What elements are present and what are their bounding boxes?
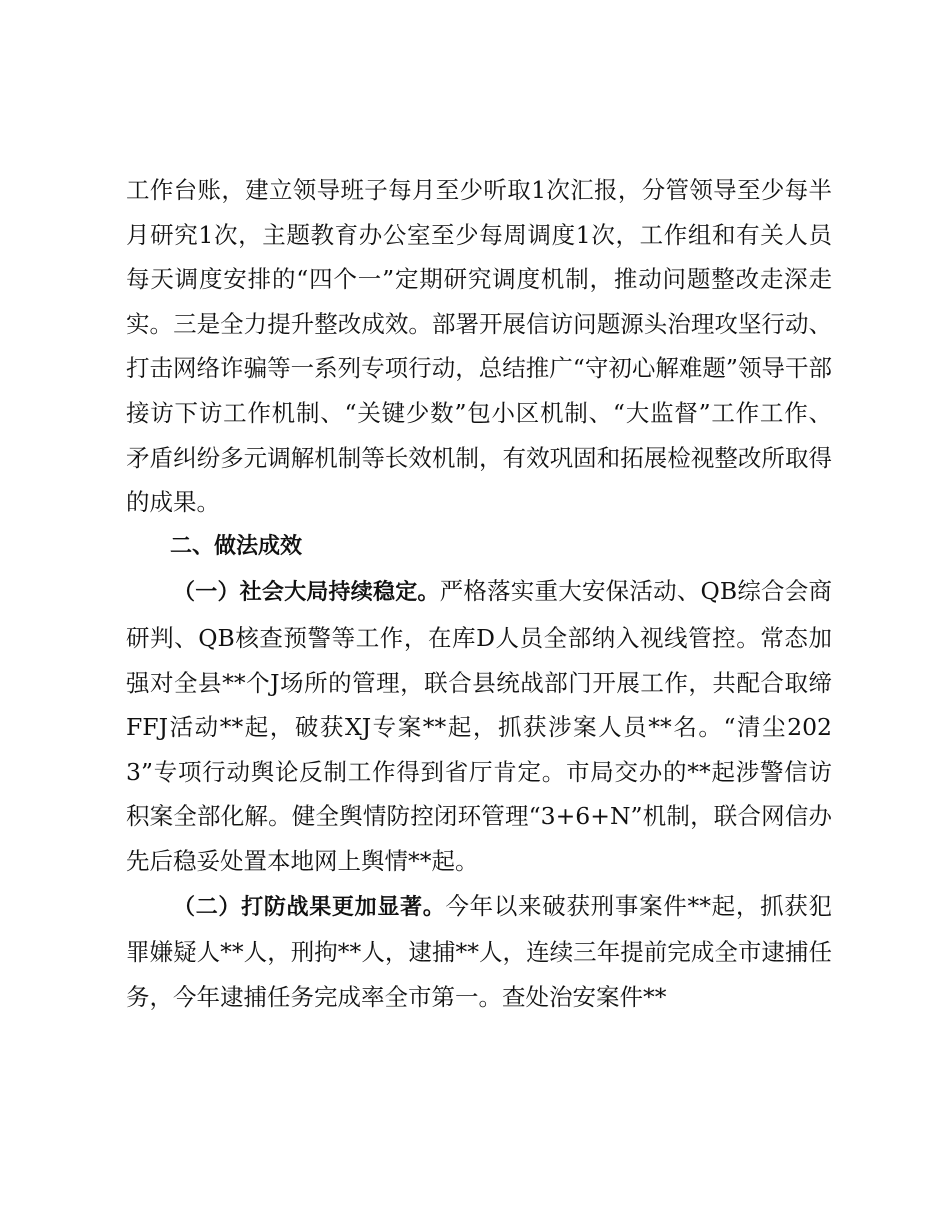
- paragraph-lead-title: （一）社会大局持续稳定。: [173, 580, 440, 606]
- paragraph-crime-results: [126, 884, 832, 1020]
- paragraph-rectification-continued: 工作台账，建立领导班子每月至少听取1次汇报，分管领导至少每半月研究1次，主题教育办公室至少每周调度1次，工作组和有关人员每天调度安排的“四个一”定期研究调度机制，推动问题整改走深走实。三是全力提升整改成效。部署开展信访问题源头治理攻坚行动、打击网络诈骗等一系列专项行动，总结推广“守初心解难题”领导干部接访下访工作机制、“关键少数”包小区机制、“大监督”工作工作、矛盾纠纷多元调解机制等长效机制，有效巩固和拓展检视整改所取得的成果。: [126, 176, 832, 517]
- paragraph-social-stability: [126, 569, 832, 883]
- section-heading: 二、做法成效: [170, 533, 303, 559]
- paragraph-body-text: 今年以来破获刑事案件**起，抓获犯罪嫌疑人**人，刑拘**人，逮捕**人，连续三年提前完成全市逮捕任务，今年逮捕任务完成率全市第一。查处治安案件**: [126, 891, 832, 1011]
- paragraph-lead-title: （二）打防战果更加显著。: [173, 894, 446, 920]
- document-body: [126, 168, 832, 1019]
- paragraph-body-text: 严格落实重大安保活动、QB综合会商研判、QB核查预警等工作，在库D人员全部纳入视线管控。常态加强对全县**个J场所的管理，联合县统战部门开展工作，共配合取缔FFJ活动**起，破获XJ专案**起，抓获涉案人员**名。“清尘2023”专项行动舆论反制工作得到省厅肯定。市局交办的**起涉警信访积案全部化解。健全舆情防控闭环管理“3+6+N”机制，联合网信办先后稳妥处置本地网上舆情**起。: [126, 577, 832, 875]
